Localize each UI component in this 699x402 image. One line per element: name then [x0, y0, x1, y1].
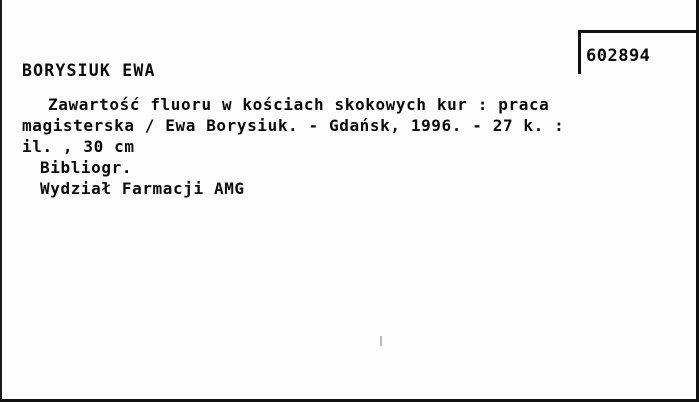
- description-line: il. , 30 cm: [22, 137, 135, 156]
- description-line: magisterska / Ewa Borysiuk. - Gdańsk, 1996. - 27 k. :: [22, 116, 565, 135]
- description-line: Zawartość fluoru w kościach skokowych kur : praca: [48, 95, 550, 114]
- scan-speck: [380, 336, 382, 346]
- card-left-border: [0, 0, 2, 402]
- author-heading: BORYSIUK EWA: [22, 61, 156, 80]
- call-number: 602894: [586, 46, 651, 66]
- description-line: Bibliogr.: [40, 158, 133, 177]
- description-line: Wydział Farmacji AMG: [40, 179, 245, 198]
- bibliographic-description: [22, 94, 662, 199]
